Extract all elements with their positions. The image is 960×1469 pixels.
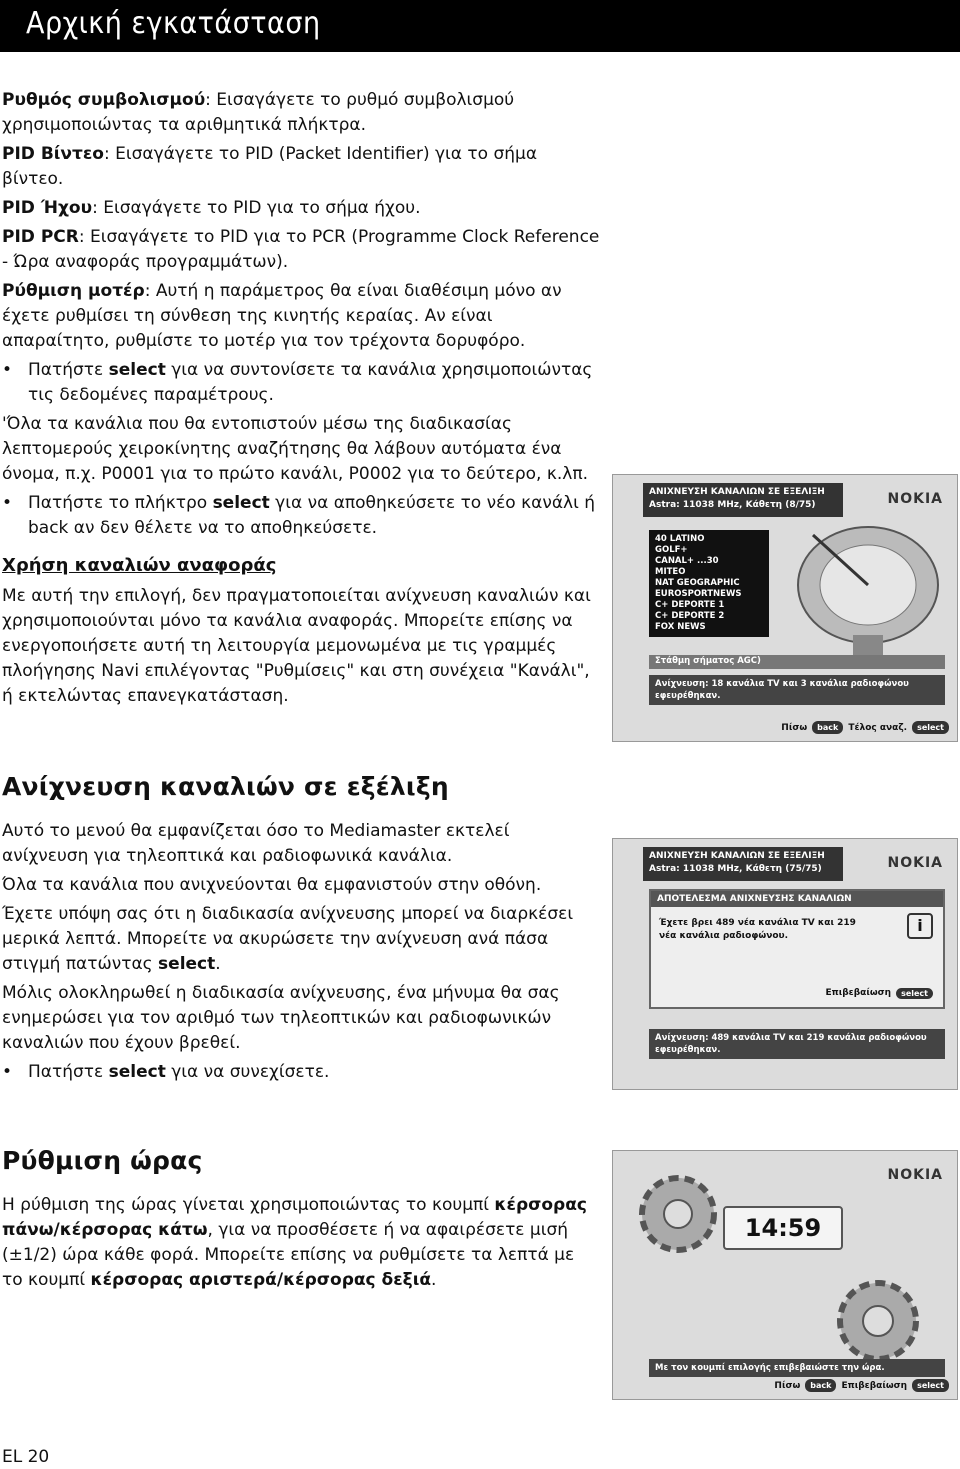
page-title: Αρχική εγκατάσταση <box>26 6 321 41</box>
section-scan-progress <box>2 772 600 1089</box>
time-display[interactable]: 14:59 <box>723 1206 843 1250</box>
back-button[interactable]: back <box>812 721 843 734</box>
list-item: CANAL+ ...30 <box>655 556 719 566</box>
tv-controls: Πίσω back Τέλος αναζ. select <box>781 721 949 734</box>
paragraph-video-pid: PID Βίντεο: Εισαγάγετε το PID (Packet Identifier) για το σήμα βίντεο. <box>2 144 538 189</box>
gear-icon <box>633 1169 723 1259</box>
time-message: Με τον κουμπί επιλογής επιβεβαιώστε την ώρα. <box>649 1359 945 1377</box>
list-item: 40 LATINO <box>655 534 705 544</box>
paragraph-motor: Ρύθμιση μοτέρ: Αυτή η παράμετρος θα είναι διαθέσιμη μόνο αν έχετε ρυθμίσει τη σύνθεση της κινητής κεραίας. Αν είναι απαραίτητο, ρυθμίστε το μοτέρ για τον τρέχοντα δορυφόρο. <box>2 281 562 351</box>
bullet-select-tune: • Πατήστε select για να συντονίσετε τα κανάλια χρησιμοποιώντας τις δεδομένες παραμέτρους. <box>2 358 600 408</box>
tv-controls: Πίσω back Επιβεβαίωση select <box>774 1379 949 1392</box>
satellite-dish-icon <box>773 515 953 665</box>
list-item: MITEO <box>655 567 686 577</box>
paragraph-pcr-pid: PID PCR: Εισαγάγετε το PID για το PCR (Programme Clock Reference - Ώρα αναφοράς προγραμμάτων). <box>2 227 600 272</box>
select-button[interactable]: select <box>912 721 949 734</box>
paragraph-scan-complete: Μόλις ολοκληρωθεί η διαδικασία ανίχνευσης, ένα μήνυμα θα σας ενημερώσει για τον αριθμό των τηλεοπτικών και ραδιοφωνικών καναλιών που έχουν βρεθεί. <box>2 983 560 1053</box>
bullet-select-continue: • Πατήστε select για να συνεχίσετε. <box>2 1060 600 1085</box>
paragraph-audio-pid: PID Ήχου: Εισαγάγετε το PID για το σήμα ήχου. <box>2 198 421 218</box>
subheading-reference-channels: Χρήση καναλιών αναφοράς <box>2 555 277 576</box>
result-dialog <box>649 889 945 1009</box>
page-header <box>0 0 960 52</box>
section-heading-scan: Ανίχνευση καναλιών σε εξέλιξη <box>2 772 449 801</box>
list-item: C+ DEPORTE 2 <box>655 611 725 621</box>
paragraph-scan-display: Όλα τα κανάλια που ανιχνεύονται θα εμφανιστούν στην οθόνη. <box>2 875 542 895</box>
section-heading-time: Ρύθμιση ώρας <box>2 1146 203 1175</box>
info-icon: i <box>907 913 933 939</box>
section-time-setting <box>2 1146 600 1297</box>
back-button[interactable]: back <box>805 1379 836 1392</box>
dialog-text: Έχετε βρει 489 νέα κανάλια TV και 219 νέα κανάλια ραδιοφώνου. <box>659 918 856 941</box>
list-item: C+ DEPORTE 1 <box>655 600 725 610</box>
tv-screenshot-scan <box>612 474 958 742</box>
paragraph-time-setting: Η ρύθμιση της ώρας γίνεται χρησιμοποιώντας το κουμπί κέρσορας πάνω/κέρσορας κάτω, για να προσθέσετε ή να αφαιρέσετε μισή (±1/2) ώρα κάθε φορά. Μπορείτε επίσης να ρυθμίσετε τα λεπτά με το κουμπί κέρσορας αριστερά/κέρσορας δεξιά. <box>2 1195 587 1290</box>
paragraph-reference-channels: Με αυτή την επιλογή, δεν πραγματοποιείται ανίχνευση καναλιών και χρησιμοποιούνται μόνο τα κανάλια αναφοράς. Μπορείτε επίσης να ενεργοποιήσετε αυτή τη λειτουργία μεμονωμένα με τις γραμμές πλοήγησης Navi επιλέγοντας "Ρυθμίσεις" και στη συνέχεια "Κανάλι", ή εκτελώντας επανεγκατάσταση. <box>2 586 591 706</box>
dialog-title: ΑΠΟΤΕΛΕΣΜΑ ΑΝΙΧΝΕΥΣΗΣ ΚΑΝΑΛΙΩΝ <box>651 891 943 907</box>
select-button[interactable]: select <box>896 988 933 999</box>
paragraph-scan-menu: Αυτό το μενού θα εμφανίζεται όσο το Mediamaster εκτελεί ανίχνευση για τηλεοπτικά και ραδιοφωνικά κανάλια. <box>2 821 510 866</box>
scan-message: Ανίχνευση: 489 κανάλια TV και 219 κανάλια ραδιοφώνου εφευρέθηκαν. <box>649 1029 945 1059</box>
tv-title-strip: ΑΝΙΧΝΕΥΣΗ ΚΑΝΑΛΙΩΝ ΣΕ ΕΞΕΛΙΞΗ Astra: 11038 MHz, Κάθετη (8/75) <box>643 483 843 517</box>
list-item: EUROSPORTNEWS <box>655 589 742 599</box>
nokia-logo: NOKIA <box>887 855 943 871</box>
tv-title-strip: ΑΝΙΧΝΕΥΣΗ ΚΑΝΑΛΙΩΝ ΣΕ ΕΞΕΛΙΞΗ Astra: 11038 MHz, Κάθετη (75/75) <box>643 847 843 881</box>
nokia-logo: NOKIA <box>887 1167 943 1183</box>
nokia-logo: NOKIA <box>887 491 943 507</box>
scan-message: Ανίχνευση: 18 κανάλια TV και 3 κανάλια ραδιοφώνου εφευρέθηκαν. <box>649 675 945 705</box>
list-item: NAT GEOGRAPHIC <box>655 578 740 588</box>
tv-screenshot-time <box>612 1150 958 1400</box>
page-number: EL 20 <box>2 1447 50 1467</box>
gear-icon <box>818 1271 938 1361</box>
signal-bar: Στάθμη σήματος AGC) <box>649 655 945 669</box>
tv-screenshot-scan-result <box>612 838 958 1090</box>
dialog-controls: Επιβεβαίωση select <box>825 988 933 999</box>
list-item: GOLF+ <box>655 545 688 555</box>
paragraph-symbol-rate: Ρυθμός συμβολισμού: Εισαγάγετε το ρυθμό συμβολισμού χρησιμοποιώντας τα αριθμητικά πλήκτρα. <box>2 90 515 135</box>
list-item: FOX NEWS <box>655 622 706 632</box>
select-button[interactable]: select <box>912 1379 949 1392</box>
paragraph-scan-duration: Έχετε υπόψη σας ότι η διαδικασία ανίχνευσης μπορεί να διαρκέσει μερικά λεπτά. Μπορείτε να ακυρώσετε την ανίχνευση ανά πάσα στιγμή πατώντας select. <box>2 904 574 974</box>
channel-list <box>649 530 769 637</box>
bullet-select-save: • Πατήστε το πλήκτρο select για να αποθηκεύσετε το νέο κανάλι ή back αν δεν θέλετε να το αποθηκεύσετε. <box>2 491 600 541</box>
paragraph-channel-naming: 'Όλα τα κανάλια που θα εντοπιστούν μέσω της διαδικασίας λεπτομερούς χειροκίνητης αναζήτησης θα λάβουν αυτόματα ένα όνομα, π.χ. P0001 για το πρώτο κανάλι, P0002 για το δεύτερο, κ.λπ. <box>2 414 588 484</box>
section-initial-setup <box>2 88 600 713</box>
